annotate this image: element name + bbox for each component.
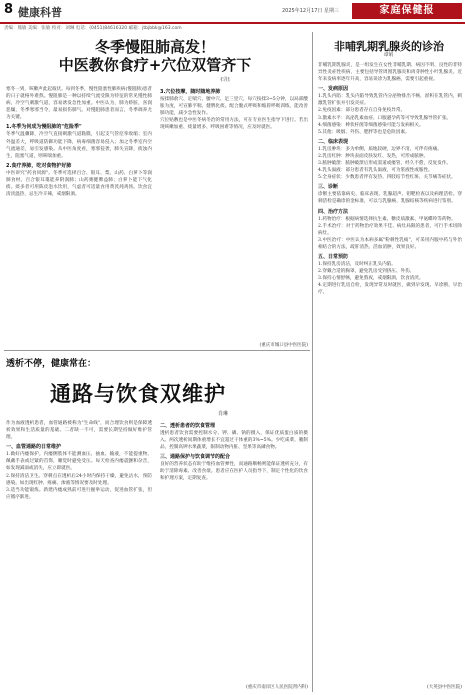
article2-title: 通路与饮食双维护 — [50, 382, 226, 406]
editor-info: 责编：熊敏 美编：张敏 校对：刘琳 电话：(0451)84616320 邮箱：jtbjbbk@163.com — [4, 26, 182, 31]
article1-subhead2: 2.食疗养肺，吃对食物护好肺 — [6, 162, 72, 169]
article1-column-left — [6, 86, 152, 341]
article1-body4: 穴位贴敷也是中医冬病冬治的常用方法，可在专业医生指导下进行。若出现咳嗽加重、痰量增多、呼吸困难等情况，应及时就医。 — [160, 118, 308, 131]
newspaper-masthead: 家庭保健报 — [352, 3, 462, 19]
article3-body5: 1.保持乳房清洁，及时纠正乳头内陷。 2.穿戴合适的胸罩，避免乳房受到挤压、外伤。 3.保持心情舒畅，避免熬夜，戒烟限酒，饮食清淡。 4.定期进行乳房自检，发现异常及时就医，做到早发现、早诊断、早治疗。 — [318, 261, 462, 296]
article3-intro: 非哺乳期乳腺炎，是一组发生在女性非哺乳期、病因不明、良性的非特异性炎症性疾病，主要包括导管周围乳腺炎和肉芽肿性小叶乳腺炎。近年来发病率逐年升高，容易误诊为乳腺癌，需要引起重视。 — [318, 63, 462, 83]
article3-body1: 1.乳头内陷：乳头内陷导致乳管内分泌物排出不畅，淤积在乳管内，刺激乳管扩张并引发炎症。 2.免疫因素：部分患者存在自身免疫异常。 3.激素水平：高泌乳素血症、口服避孕药等可导致乳腺导管扩张。 4.细菌感染：棒状杆菌等细菌感染可能与发病相关。 5.其他：吸烟、外伤、肥胖等也是危险因素。 — [318, 94, 462, 135]
article1-headline — [0, 38, 310, 74]
article2-author: 肖琳 — [218, 411, 229, 417]
article3-subhead5: 五、日常预防 — [318, 253, 349, 260]
article2-body5: 透析患者饮食需要控制水分、钾、磷、钠的摄入，保证优质蛋白质的摄入。两次透析间期体重增长不宜超过干体重的3%~5%。少吃咸菜、腌制品，控制高钾水果蔬菜，限制动物内脏、坚果等高磷食物。 — [160, 431, 308, 451]
column-divider — [312, 32, 313, 692]
article2-body6: 良好的营养状态有助于维持血管弹性，而通路顺畅则能保证透析充分，有助于清除毒素、改善食欲。患者应在医护人员指导下，制定个性化的饮食和护理方案，定期复查。 — [160, 462, 308, 482]
article3-subhead4: 四、治疗方法 — [318, 208, 349, 215]
article3-title: 非哺乳期乳腺炎的诊治 — [334, 40, 444, 53]
article2-body3: 2.保持清洁卫生。穿刺点在透析后24小时内保持干燥，避免沾水，预防感染。如出现红肿、疼痛、渗液等情况要及时处理。 — [6, 473, 152, 486]
article3-source: (大英县中医医院) — [426, 685, 462, 690]
article1-source: (重庆市城口县中医医院) — [259, 343, 308, 348]
article1-intro: 寒冬一到，咳嗽声此起彼伏。每到冬季，慢性阻塞性肺疾病(慢阻肺)患者的日子就格外难熬。慢阻肺是一种以持续气流受限为特征的常见慢性肺病，冷空气刺激气道，容易诱发急性加重。中医认为，肺为娇脏，喜润恶燥，冬季寒邪当令，最易损伤肺气。对慢阻肺患者而言，冬季调养尤为关键。 — [6, 87, 152, 121]
article1-column-right — [160, 86, 308, 341]
article1-author: 石钰 — [220, 77, 231, 83]
article3-subhead3: 三、诊断 — [318, 184, 339, 191]
article1-title-line2: 中医教你食疗+穴位双管齐下 — [58, 56, 252, 74]
page-header — [0, 0, 465, 24]
article-separator — [4, 350, 310, 351]
article3-column — [318, 62, 462, 682]
article3-body3: 诊断主要依靠病史、临床表现、乳腺超声、钼靶检查以及病理活检。穿刺活检是确诊的金标准，可以与乳腺癌、乳腺结核等疾病进行鉴别。 — [318, 192, 462, 205]
article2-source: (重庆市南岸区人民医院肾内科) — [245, 685, 308, 690]
article1-subhead3: 3.穴位按摩，随时随地养肺 — [160, 89, 221, 95]
article1-subhead1: 1.冬季为何成为慢阻肺的"危险季" — [6, 124, 82, 131]
section-name: 健康科普 — [18, 6, 62, 19]
article2-column-left — [6, 420, 152, 682]
article1-title-line1: 冬季慢阻肺高发！ — [94, 38, 215, 56]
article2-subhead3: 三、通路保护与饮食调节的配合 — [160, 454, 231, 461]
article3-subhead2: 二、临床表现 — [318, 138, 349, 145]
issue-date: 2025年12月17日 星期三 — [282, 8, 340, 14]
article3-body2: 1.乳房肿块：多为单侧，质地较硬，边界不清，可伴有疼痛。 2.乳房红肿：肿块表面皮肤发红、发热，可形成脓肿。 3.脓肿破溃：脓肿破溃后形成窦道或瘘管，经久不愈，反复发作。 4.乳头溢液：部分患者有乳头溢液，可为浆液性或脓性。 5.全身症状：少数患者伴有发热、四肢结节性红斑、关节痛等症状。 — [318, 146, 456, 181]
article3-author: 谭娟 — [384, 53, 394, 58]
article2-column-right — [160, 420, 308, 675]
article1-body2: 中医讲究"药食同源"。冬季可选择百合、银耳、梨、山药、白萝卜等润肺食材。百合银耳羹能养阴润肺；山药粥健脾益肺；白萝卜能下气化痰。痰多者可用陈皮泡水饮用，气虚者可适量食用黄芪炖鸡汤。饮食宜清淡温热，忌生冷辛辣，戒烟限酒。 — [6, 170, 152, 198]
article2-body4: 3.适当功能锻炼。新建内瘘成熟前可进行握拳运动，促进血管扩张，但应循序渐进。 — [6, 487, 152, 500]
article2-kicker: 透析不停，健康常在： — [6, 359, 97, 369]
article2-body2: 1.做好内瘘保护。内瘘侧肢体不能测血压、抽血、输液，不能提重物、佩戴手表或过紧的首饰，睡觉时避免受压。每天检查内瘘震颤和杂音，如发现减弱或消失，应立即就医。 — [6, 452, 152, 472]
article1-body1: 冬季气温骤降，冷空气直接刺激气道黏膜，引起支气管痉挛收缩；室内外温差大，呼吸道防御功能下降，病毒细菌容易侵入；加之冬季室内空气流通差，易引发感染。从中医角度看，寒邪侵袭，肺失宣降，痰浊内生，阻塞气道，则咳喘加重。 — [6, 132, 152, 159]
article3-body4: 1.药物治疗：根据病情选择抗生素、糖皮质激素、甲氨蝶呤等药物。 2.手术治疗：对于药物治疗效果不佳、病灶局限的患者，可行手术切除病灶。 3.中医治疗：中医认为本病多属"粉刺性乳痈"，可采用内服中药与外治相结合的方法，疏肝清热、活血消肿，效果良好。 — [318, 216, 462, 250]
article1-body3: 按揉肺俞穴、定喘穴、膻中穴、足三里穴，每穴按揉3~5分钟，以局部酸胀为度，可宣肺平喘、健脾化痰。配合腹式呼吸和缩唇呼吸训练，能改善肺功能，减少急性发作。 — [160, 97, 308, 117]
article2-subhead1: 一、血管通路的日常维护 — [6, 444, 62, 451]
page-number: 8 — [4, 2, 14, 17]
article3-subhead1: 一、发病原因 — [318, 86, 349, 93]
article2-body1: 作为血液透析患者，血管通路被称为"生命线"，而合理饮食则是保障透析效果和生活质量的基础。二者缺一不可，需要长期坚持做好维护管理。 — [6, 421, 152, 441]
article2-subhead2: 二、透析患者的饮食管理 — [160, 423, 216, 429]
